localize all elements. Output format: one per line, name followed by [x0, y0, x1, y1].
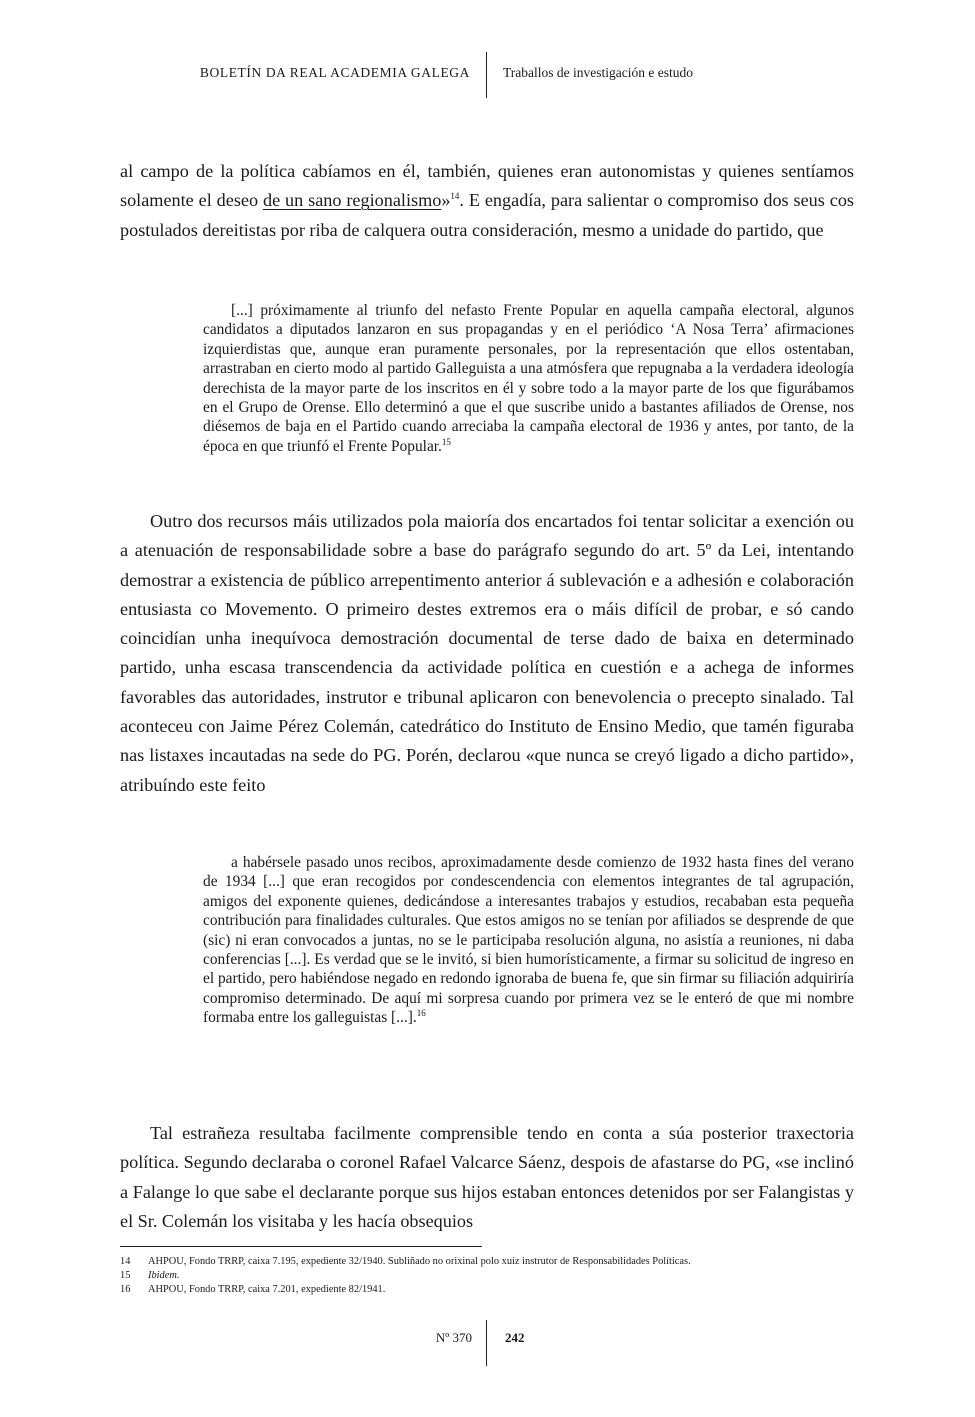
footnote-number: 16 — [120, 1284, 131, 1296]
issue-number: Nº 370 — [435, 1330, 472, 1345]
paragraph-1-text: al campo de la política cabíamos en él, también, quienes eran autonomistas y quienes sentíamos solamente el deseo — [120, 161, 854, 211]
footnote-ref-15[interactable]: 15 — [441, 436, 451, 447]
footnote-text: Ibidem. — [148, 1270, 180, 1282]
paragraph-3 — [120, 1119, 854, 1236]
footnote-14 — [120, 1255, 860, 1269]
block-quote-2-text: a habérsele pasado unos recibos, aproximadamente desde comienzo de 1932 hasta fines del verano de 1934 [...] que eran recogidos por condescendencia con elementos integrantes de tal agrupación, amigos del exponente quienes, dedicándose a interesantes trabajos y estudios, recababan esta pequeña contribución para finalidades culturales. Que estos amigos no se tenían por afiliados se desprende de que (sic) ni eran convocados a juntas, no se le participaba resolución alguna, no asistía a reuniones, ni daba conferencias [...]. Es verdad que se le invitó, si bien humorísticamente, a firmar su solicitud de ingreso en el partido, pero habiéndose negado en redondo ignoraba de buena fe, que sin firmar su filiación adquiriría compromiso determinado. De aquí mi sorpresa cuando por primera vez se le enteró de que mi nombre formaba entre los galleguistas [...]. — [203, 854, 854, 1027]
paragraph-2-text: Outro dos recursos máis utilizados pola maioría dos encartados foi tentar solicitar a exención ou a atenuación de responsabilidade sobre a base do parágrafo segundo do art. 5º da Lei, intentando demostrar a existencia de público arrepentimento anterior á sublevación e a adhesión e colaboración entusiasta co Movemento. O primeiro destes extremos era o máis difícil de probar, e só cando coincidían unha inequívoca demostración documental de terse dado de baixa en determinado partido, unha escasa transcendencia da actividade política en cuestión e a achega de informes favorables das autoridades, instrutor e tribunal aplicaron con benevolencia o precepto sinalado. Tal aconteceu con Jaime Pérez Colemán, catedrático do Instituto de Ensino Medio, que tamén figuraba nas listaxes incautadas na sede do PG. Porén, declarou «que nunca se creyó ligado a dicho partido», atribuíndo este feito — [120, 511, 854, 795]
block-quote-1-text: [...] próximamente al triunfo del nefasto Frente Popular en aquella campaña electoral, algunos candidatos a diputados lanzaron en sus propagandas y en el periódico ‘A Nosa Terra’ afirmaciones izquierdistas que, aunque eran puramente personales, por la representación que ellos ostentaban, arrastraban en cierto modo al partido Galleguista a una atmósfera que repugnaba a la verdadera ideología derechista de la mayor parte de los inscritos en él y sobre todo a la mayor parte de los que figurábamos en el Grupo de Orense. Ello determinó a que el que suscribe unido a bastantes afiliados de Orense, nos diésemos de baja en el Partido cuando arreciaba la campaña electoral de 1936 y antes, por tanto, de la época en que triunfó el Frente Popular. — [203, 302, 854, 455]
paragraph-1-end: . E engadía, para salientar o compromiso dos seus cos postulados dereitistas por riba de calquera outra consideración, mesmo a unidade do partido, que — [120, 190, 854, 240]
paragraph-3-text: Tal estrañeza resultaba facilmente comprensible tendo en conta a súa posterior traxectoria política. Segundo declaraba o coronel Rafael Valcarce Sáenz, despois de afastarse do PG, «se inclinó a Falange lo que sabe el declarante porque sus hijos estaban entonces detenidos por ser Falangistas y el Sr. Colemán los visitaba y les hacía obsequios — [120, 1123, 854, 1231]
journal-title: BOLETÍN DA REAL ACADEMIA GALEGA — [199, 65, 470, 80]
footnote-ref-14[interactable]: 14 — [450, 191, 460, 202]
closing-quote: » — [441, 190, 451, 211]
footnote-number: 14 — [120, 1256, 131, 1267]
running-header — [0, 52, 975, 100]
paragraph-2 — [120, 507, 854, 800]
block-quote-2 — [203, 853, 854, 1028]
underlined-phrase: de un sano regionalismo — [262, 190, 442, 211]
paragraph-1 — [120, 157, 854, 245]
footnotes — [120, 1255, 860, 1298]
footnote-number: 15 — [120, 1270, 131, 1282]
section-title: Traballos de investigación e estudo — [503, 65, 693, 80]
header-divider — [486, 52, 487, 98]
footer-divider — [486, 1320, 487, 1366]
footnote-15 — [120, 1269, 860, 1283]
footnote-text: AHPOU, Fondo TRRP, caixa 7.201, expediente 82/1941. — [148, 1284, 386, 1296]
block-quote-1 — [203, 301, 854, 456]
footnote-ref-16[interactable]: 16 — [416, 1008, 426, 1019]
footnote-divider — [120, 1246, 482, 1247]
footnote-16 — [120, 1283, 860, 1297]
running-footer — [0, 1320, 975, 1368]
footnote-text: AHPOU, Fondo TRRP, caixa 7.195, expediente 32/1940. Subliñado no orixinal polo xuíz instrutor de Responsabilidades Políticas. — [148, 1256, 691, 1267]
page-number: 242 — [505, 1330, 525, 1345]
